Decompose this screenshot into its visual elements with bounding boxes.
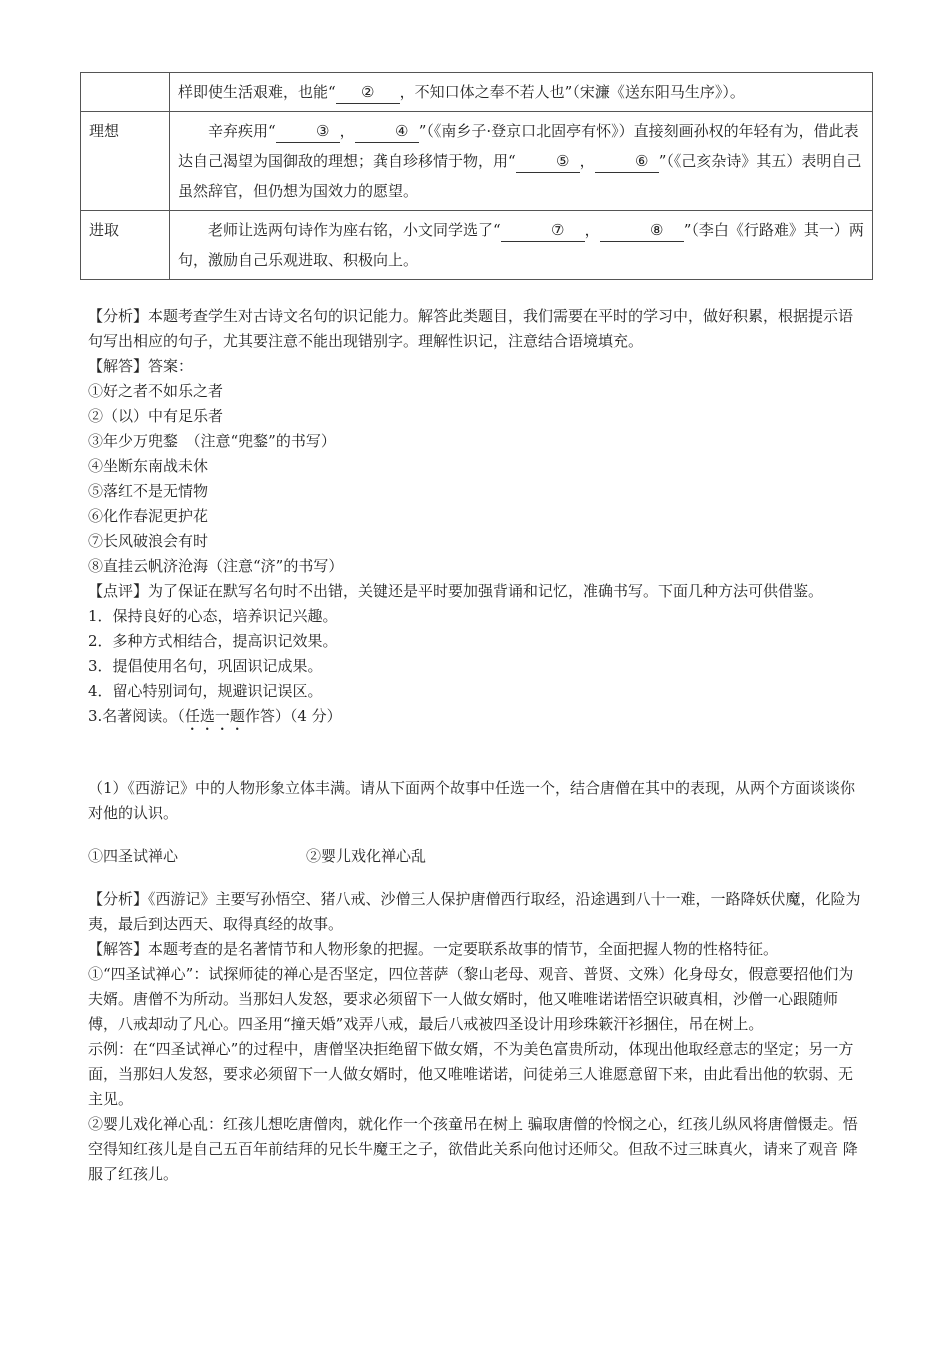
story-option-2: ②婴儿戏化禅心乱 xyxy=(306,847,427,865)
category-cell: 理想 xyxy=(81,112,170,211)
row-text: ”（李白《行路难》其一）两句，激励自己乐观进取、积极向上。 xyxy=(178,221,864,269)
analysis-paragraph: 【分析】《西游记》主要写孙悟空、猪八戒、沙僧三人保护唐僧西行取经，沿途遇到八十一难，一路降妖伏魔，化险为夷，最后到达西天、取得真经的故事。 xyxy=(88,890,861,933)
content-cell xyxy=(170,211,873,280)
blank-7: ⑦ xyxy=(501,219,585,242)
blank-8: ⑧ xyxy=(600,219,684,242)
answer-item: ⑦长风破浪会有时 xyxy=(88,532,209,550)
q3-text: 3.名著阅读。（ xyxy=(88,707,185,725)
table-row xyxy=(81,211,873,280)
question-3-heading xyxy=(88,704,866,734)
row-text: 样即使生活艰难，也能“ xyxy=(178,83,336,101)
answer-item: ⑥化作春泥更护花 xyxy=(88,507,209,525)
row-text: ”（《己亥杂诗》其五）表明自己虽然辞官，但仍想为国效力的愿望。 xyxy=(178,152,862,200)
separator: ， xyxy=(584,221,600,239)
question-paragraph: （1）《西游记》中的人物形象立体丰满。请从下面两个故事中任选一个，结合唐僧在其中的表现，从两个方面谈谈你对他的认识。 xyxy=(88,779,856,822)
separator: ， xyxy=(579,152,595,170)
answer-item: ⑤落红不是无情物 xyxy=(88,482,209,500)
answer-item: ④坐断东南战未休 xyxy=(88,457,209,475)
spacer xyxy=(88,869,866,887)
blank-4: ④ xyxy=(355,120,419,143)
blank-3: ③ xyxy=(276,120,340,143)
q3-emphasis: 任选一题 xyxy=(184,707,245,725)
table-row xyxy=(81,112,873,211)
row-text: ，不知口体之奉不若人也”（宋濂《送东阳马生序》）。 xyxy=(399,83,745,101)
analysis-paragraph: 【分析】本题考查学生对古诗文名句的识记能力。解答此类题目，我们需要在平时的学习中，做好积累，根据提示语句写出相应的句子，尤其要注意不能出现错别字。理解性识记，注意结合语境填充。 xyxy=(88,307,854,350)
story-option-1: ①四圣试禅心 xyxy=(88,847,179,865)
blank-6: ⑥ xyxy=(595,150,659,173)
method-item: 4．留心特别词句，规避识记误区。 xyxy=(88,682,323,700)
method-item: 2．多种方式相结合，提高识记效果。 xyxy=(88,632,338,650)
method-item: 3．提倡使用名句，巩固识记成果。 xyxy=(88,657,323,675)
answer-section-2 xyxy=(88,776,866,1187)
story-1-paragraph: ①“四圣试禅心”：试探师徒的禅心是否坚定，四位菩萨（黎山老母、观音、普贤、文殊）化身母女，假意要招他们为夫婿。唐僧不为所动。当那妇人发怒，要求必须留下一人做女婿时，他又唯唯诺诺悟空识破真相，沙僧一心跟随师傅，八戒却动了凡心。四圣用“撞天婚”戏弄八戒，最后八戒被四圣设计用珍珠簌汗衫捆住，吊在树上。 xyxy=(88,965,854,1033)
table-row xyxy=(81,73,873,112)
content-cell xyxy=(170,112,873,211)
content-cell xyxy=(170,73,873,112)
blank-5: ⑤ xyxy=(516,150,580,173)
story-2-paragraph: ②婴儿戏化禅心乱：红孩儿想吃唐僧肉，就化作一个孩童吊在树上 骗取唐僧的怜悯之心，红孩儿纵风将唐僧慑走。悟空得知红孩儿是自己五百年前结拜的兄长牛魔王之子，欲借此关系向他讨还师父。但敌不过三昧真火，请来了观音 降服了红孩儿。 xyxy=(88,1115,858,1183)
category-cell xyxy=(81,73,170,112)
example-paragraph: 示例：在“四圣试禅心”的过程中，唐僧坚决拒绝留下做女婿，不为美色富贵所动，体现出他取经意志的坚定；另一方面，当那妇人发怒，要求必须留下一人做女婿时，他又唯唯诺诺，问徒弟三人谁愿意留下来，由此看出他的软弱、无主见。 xyxy=(88,1040,854,1108)
poem-fill-table xyxy=(80,72,873,280)
method-item: 1．保持良好的心态，培养识记兴趣。 xyxy=(88,607,338,625)
row-text: 老师让选两句诗作为座右铭，小文同学选了“ xyxy=(208,221,501,239)
answer-section-1 xyxy=(88,304,866,734)
row-text: ”（《南乡子·登京口北固亭有怀》）直接刻画孙权的年轻有为，借此表达自己渴望为国御敌的理想；龚自珍移情于物，用“ xyxy=(178,122,859,170)
spacer xyxy=(88,826,866,844)
answer-paragraph: 【解答】本题考查的是名著情节和人物形象的把握。一定要联系故事的情节，全面把握人物的性格特征。 xyxy=(88,940,779,958)
comment-paragraph: 【点评】为了保证在默写名句时不出错，关键还是平时要加强背诵和记忆，准确书写。下面几种方法可供借鉴。 xyxy=(88,582,824,600)
q3-text: 作答）（4 分） xyxy=(244,707,342,725)
row-text: 辛弃疾用“ xyxy=(208,122,276,140)
answer-item: ③年少万兜鍪 （注意“兜鍪”的书写） xyxy=(88,432,336,450)
separator: ， xyxy=(339,122,355,140)
answer-item: ⑧直挂云帆济沧海（注意“济”的书写） xyxy=(88,557,344,575)
story-options xyxy=(88,844,866,869)
answer-item: ①好之者不如乐之者 xyxy=(88,382,224,400)
answer-heading: 【解答】答案： xyxy=(88,357,194,375)
blank-2: ② xyxy=(336,81,400,104)
answer-item: ②（以）中有足乐者 xyxy=(88,407,224,425)
category-cell: 进取 xyxy=(81,211,170,280)
